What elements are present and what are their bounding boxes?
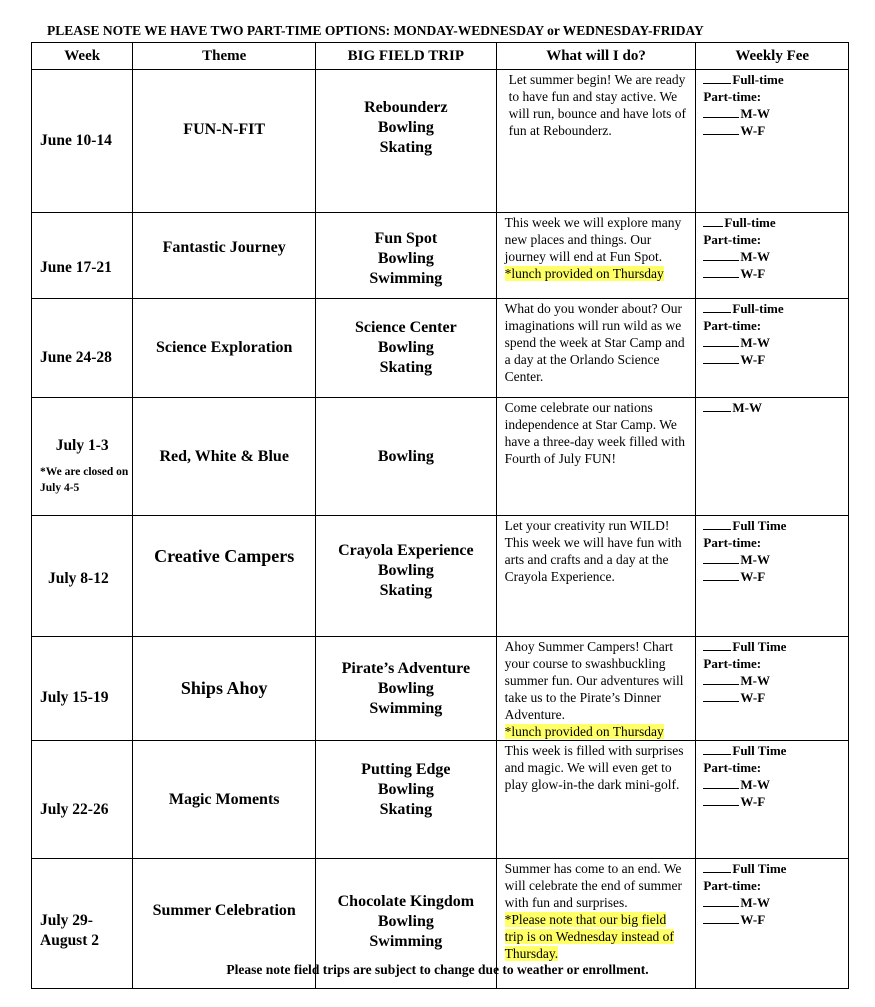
week-cell: June 10-14 xyxy=(32,70,133,213)
field-trip-change-note: Please note field trips are subject to change due to weather or enrollment. xyxy=(226,962,649,977)
weekly-fee-cell: Full-time Part-time: M-W W-F xyxy=(696,213,849,299)
closed-note: *We are closed on July 4-5 xyxy=(40,465,129,494)
field-trip-cell: Rebounderz Bowling Skating xyxy=(316,70,497,213)
lunch-highlight: *lunch provided on Thursday xyxy=(504,266,664,281)
header-week: Week xyxy=(32,43,133,70)
theme-cell: Red, White & Blue xyxy=(133,398,316,516)
theme-cell: Ships Ahoy xyxy=(133,637,316,741)
weekly-fee-cell: Full Time Part-time: M-W W-F xyxy=(696,637,849,741)
table-row xyxy=(32,516,849,637)
theme-cell: FUN-N-FIT xyxy=(133,70,316,213)
description-cell: What do you wonder about? Our imaginations will run wild as we spend the week at Star Camp and a day at the Orlando Science Center. xyxy=(496,299,696,398)
table-row xyxy=(32,299,849,398)
field-trip-cell: Crayola Experience Bowling Skating xyxy=(316,516,497,637)
header-weekly-fee: Weekly Fee xyxy=(696,43,849,70)
week-cell: July 22-26 xyxy=(32,741,133,859)
camp-schedule-table xyxy=(31,42,849,989)
week-cell: July 8-12 xyxy=(32,516,133,637)
table-row xyxy=(32,741,849,859)
week-cell: July 29- August 2 xyxy=(32,859,133,989)
theme-cell: Summer Celebration xyxy=(133,859,316,989)
field-trip-cell: Chocolate Kingdom Bowling Swimming xyxy=(316,859,497,989)
week-cell: June 17-21 xyxy=(32,213,133,299)
weekly-fee-cell: Full Time Part-time: M-W W-F xyxy=(696,859,849,989)
description-cell: Come celebrate our nations independence at Star Camp. We have a three-day week filled with Fourth of July FUN! xyxy=(496,398,696,516)
weekly-fee-cell: M-W xyxy=(696,398,849,516)
description-cell: This week is filled with surprises and magic. We will even get to play glow-in-the dark mini-golf. xyxy=(496,741,696,859)
weekly-fee-cell: Full Time Part-time: M-W W-F xyxy=(696,516,849,637)
field-trip-cell: Bowling xyxy=(316,398,497,516)
theme-cell: Fantastic Journey xyxy=(133,213,316,299)
description-cell: This week we will explore many new places and things. Our journey will end at Fun Spot. *lunch provided on Thursday xyxy=(496,213,696,299)
description-cell: Let summer begin! We are ready to have fun and stay active. We will run, bounce and have lots of fun at Rebounderz. xyxy=(496,70,696,213)
header-theme: Theme xyxy=(133,43,316,70)
theme-cell: Science Exploration xyxy=(133,299,316,398)
week-cell: June 24-28 xyxy=(32,299,133,398)
theme-cell: Magic Moments xyxy=(133,741,316,859)
field-trip-cell: Pirate’s Adventure Bowling Swimming xyxy=(316,637,497,741)
table-row xyxy=(32,637,849,741)
description-cell: Let your creativity run WILD! This week we will have fun with arts and crafts and a day at the Crayola Experience. xyxy=(496,516,696,637)
table-row xyxy=(32,213,849,299)
field-trip-cell: Fun Spot Bowling Swimming xyxy=(316,213,497,299)
field-trip-cell: Science Center Bowling Skating xyxy=(316,299,497,398)
description-cell: Summer has come to an end. We will celebrate the end of summer with fun and surprises. *Please note that our big field trip is on Wednesday instead of Thursday. xyxy=(496,859,696,989)
theme-cell: Creative Campers xyxy=(133,516,316,637)
week-cell: July 1-3 *We are closed on July 4-5 xyxy=(32,398,133,516)
weekly-fee-cell: Full Time Part-time: M-W W-F xyxy=(696,741,849,859)
description-cell: Ahoy Summer Campers! Chart your course to swashbuckling summer fun. Our adventures will take us to the Pirate’s Dinner Adventure. *lunch provided on Thursday xyxy=(496,637,696,741)
week-cell: July 15-19 xyxy=(32,637,133,741)
table-row xyxy=(32,398,849,516)
lunch-highlight: *lunch provided on Thursday xyxy=(504,724,664,739)
header-field-trip: BIG FIELD TRIP xyxy=(316,43,497,70)
part-time-options-notice: PLEASE NOTE WE HAVE TWO PART-TIME OPTIONS: MONDAY-WEDNESDAY or WEDNESDAY-FRIDAY xyxy=(47,23,704,38)
weekly-fee-cell: Full-time Part-time: M-W W-F xyxy=(696,299,849,398)
field-trip-day-highlight: *Please note that our big field trip is on Wednesday instead of Thursday. xyxy=(504,912,674,961)
field-trip-cell: Putting Edge Bowling Skating xyxy=(316,741,497,859)
weekly-fee-cell: Full-time Part-time: M-W W-F xyxy=(696,70,849,213)
table-row xyxy=(32,70,849,213)
header-what-will-i-do: What will I do? xyxy=(496,43,696,70)
table-header-row xyxy=(32,43,849,70)
